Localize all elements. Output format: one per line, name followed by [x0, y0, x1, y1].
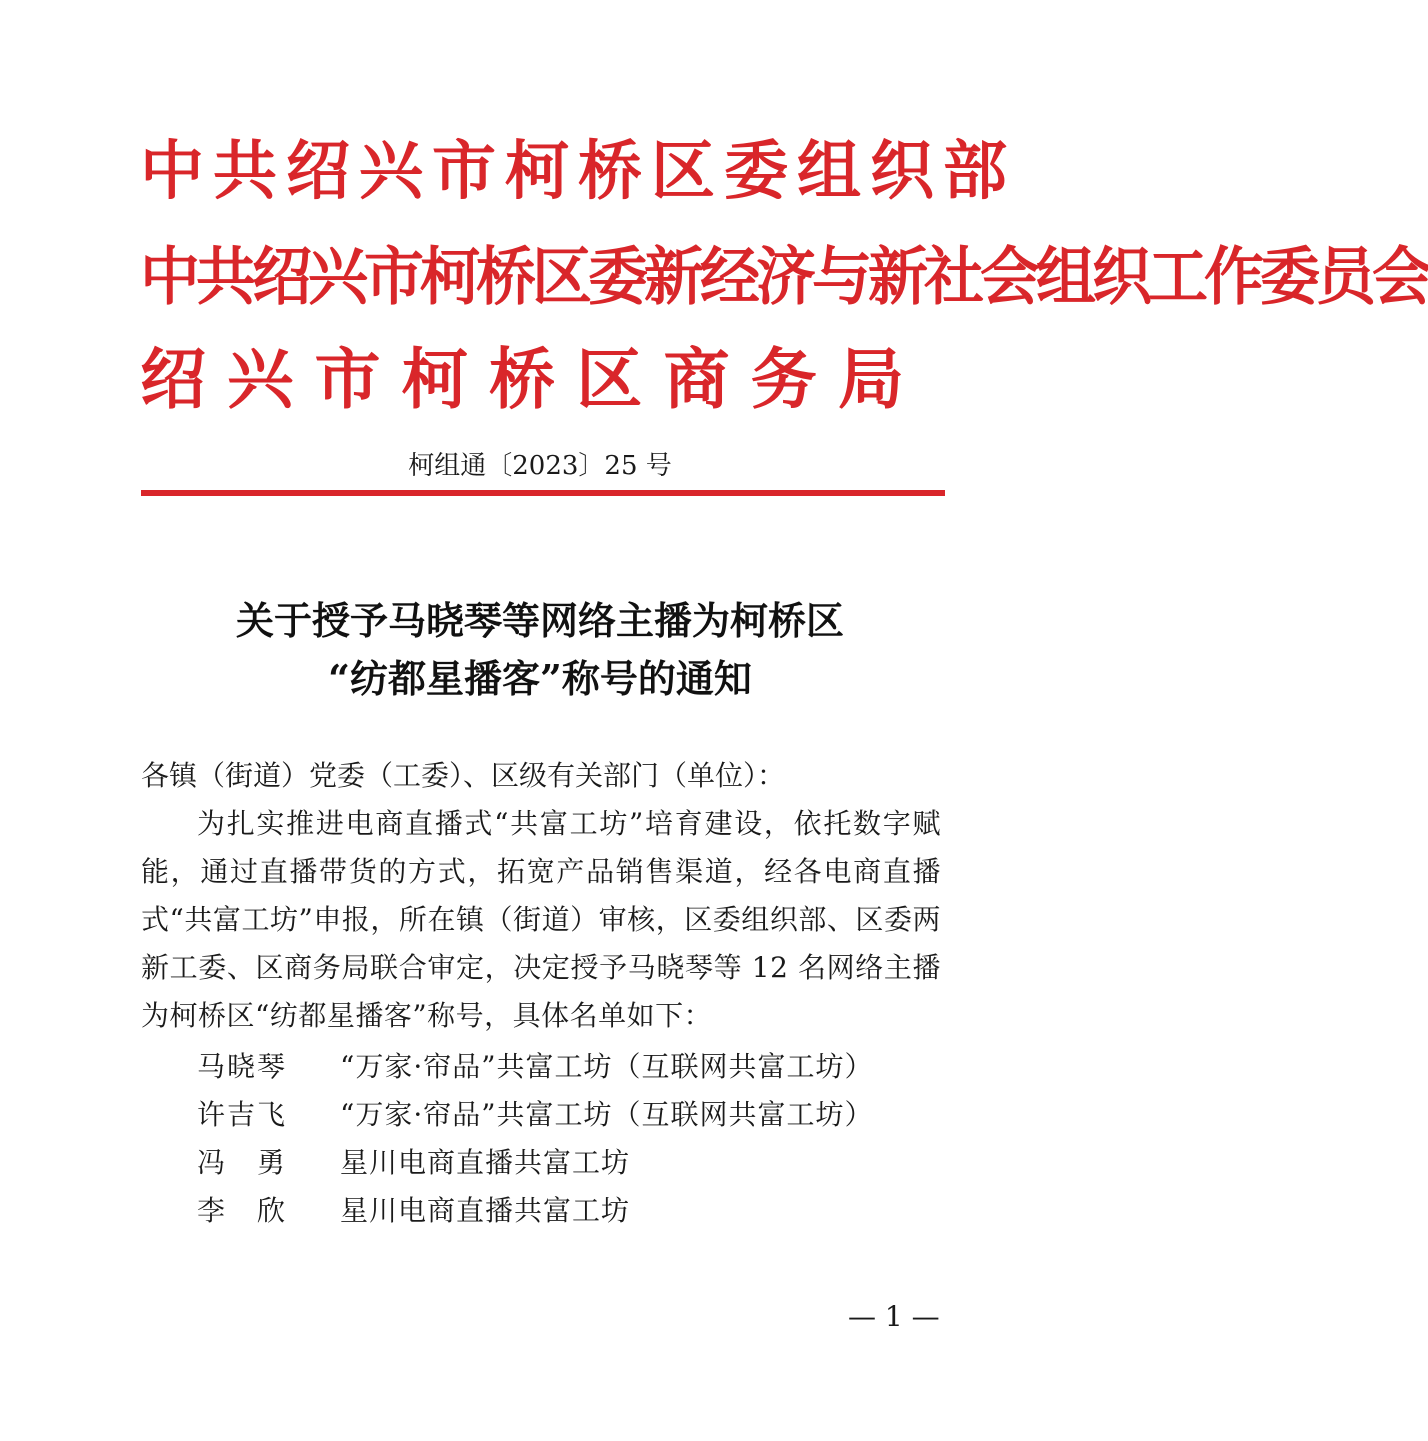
name-list [197, 1043, 874, 1235]
host-name: 许吉飞 [197, 1098, 288, 1131]
host-name: 冯 勇 [197, 1146, 288, 1179]
list-item [197, 1091, 874, 1139]
page-number: — 1 — [848, 1300, 940, 1333]
salutation: 各镇（街道）党委（工委）、区级有关部门（单位）： [141, 759, 786, 792]
red-divider-line [141, 490, 945, 496]
issuer-line-2: 中共绍兴市柯桥区委新经济与新社会组织工作委员会 [140, 240, 1428, 315]
body-paragraph: 为扎实推进电商直播式“共富工坊”培育建设，依托数字赋能，通过直播带货的方式，拓宽产品销售渠道，经各电商直播式“共富工坊”申报，所在镇（街道）审核，区委组织部、区委两新工委、区商务局联合审定，决定授予马晓琴等 12 名网络主播为柯桥区“纺都星播客”称号，具体名单如下： [141, 807, 941, 1032]
list-item [197, 1139, 874, 1187]
issuer-line-3: 绍兴市柯桥区商务局 [140, 340, 904, 418]
workshop-name: “万家·帘品”共富工坊（互联网共富工坊） [340, 1050, 874, 1083]
host-name: 李 欣 [197, 1194, 288, 1227]
document-title-line-1: 关于授予马晓琴等网络主播为柯桥区 [235, 598, 844, 643]
list-item [197, 1187, 874, 1235]
workshop-name: 星川电商直播共富工坊 [340, 1146, 631, 1179]
document-number: 柯组通〔2023〕25 号 [408, 451, 672, 481]
workshop-name: “万家·帘品”共富工坊（互联网共富工坊） [340, 1098, 874, 1131]
host-name: 马晓琴 [197, 1050, 288, 1083]
issuer-line-1: 中共绍兴市柯桥区委组织部 [140, 134, 1016, 209]
document-title-line-2: “纺都星播客”称号的通知 [328, 656, 752, 701]
list-item [197, 1043, 874, 1091]
workshop-name: 星川电商直播共富工坊 [340, 1194, 631, 1227]
